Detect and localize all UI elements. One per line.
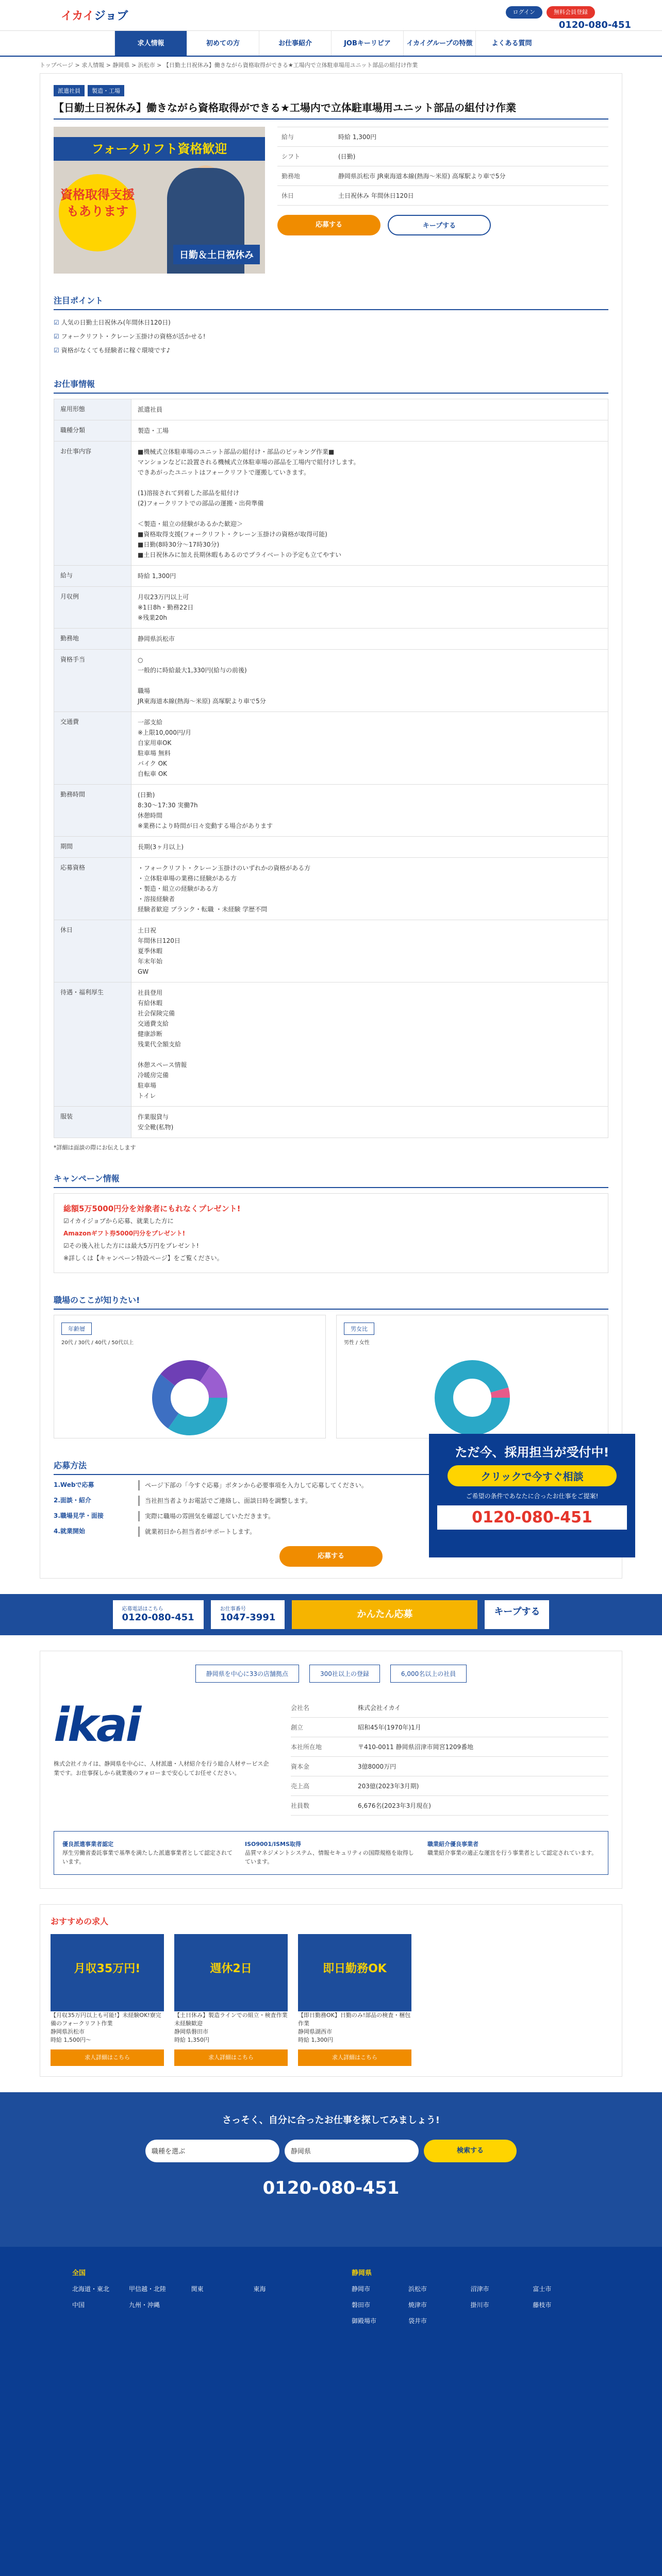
info-value: 静岡県浜松市: [131, 629, 608, 650]
company-table: [291, 1698, 608, 1816]
campaign-text: ☑その後入社した方には最大5万円をプレゼント!: [63, 1242, 199, 1249]
banner-headline: ただ今、採用担当が受付中!: [455, 1445, 609, 1460]
info-row: [54, 650, 608, 712]
apply-bottom-button[interactable]: 応募する: [279, 1546, 383, 1567]
info-key: 資格手当: [54, 650, 131, 712]
workplace-section: [54, 1294, 608, 1438]
search-heading: さっそく、自分に合ったお仕事を探してみましょう!: [222, 2115, 440, 2126]
company-key: 売上高: [291, 1783, 310, 1790]
company-desc: 株式会社イカイは、静岡県を中心に、人材派遣・人材紹介を行う総合人材サービス企業です。お仕事探しから就業後のフォローまで安心してお任せください。: [54, 1760, 269, 1776]
job-detail: [40, 73, 622, 1579]
flow-step-name: 2.面談・紹介: [54, 1497, 91, 1504]
recommend-section: [40, 1904, 622, 2077]
nav-first-time[interactable]: 初めての方: [187, 31, 259, 56]
job-card-title[interactable]: 【即日勤務OK】日勤のみ!部品の検査・梱包作業: [298, 2012, 411, 2027]
flow-heading: 応募方法: [54, 1459, 608, 1475]
info-table: [54, 399, 608, 1138]
cert-item: 優良派遣事業者認定 厚生労働省委託事業で基準を満たした派遣事業者として認定されています。: [62, 1841, 233, 1865]
nav-faq[interactable]: よくある質問: [475, 31, 548, 56]
info-heading: お仕事情報: [54, 378, 608, 394]
info-row: [54, 858, 608, 920]
campaign-text: ☑イカイジョブから応募、就業した方に: [63, 1217, 174, 1225]
flow-step-desc: 実際に職場の雰囲気を確認していただきます。: [138, 1511, 608, 1521]
campaign-link[interactable]: ※詳しくは【キャンペーン特設ページ】をご覧ください。: [63, 1255, 223, 1262]
job-card-location: 静岡県浜松市: [51, 2028, 85, 2035]
age-donut: [148, 1357, 231, 1439]
summary-value: (日勤): [338, 153, 356, 160]
summary-value: 時給 1,300円: [338, 133, 377, 141]
footer-heading: 静岡県: [352, 2269, 372, 2277]
company-value: 株式会社イカイ: [358, 1704, 401, 1711]
job-type-select[interactable]: 職種を選ぶ: [145, 2140, 279, 2162]
info-value: 製造・工場: [131, 420, 608, 442]
apply-button[interactable]: 応募する: [277, 215, 380, 235]
info-value: ○ 一般的に時給最大1,330円(給与の前後) 職場 JR東海道本線(熱海〜米原) 高塚駅より車で5分: [131, 650, 608, 712]
summary-key: シフト: [282, 153, 301, 160]
category-tag: 製造・工場: [88, 85, 124, 96]
footer-city-link[interactable]: 沼津市: [470, 2285, 489, 2293]
info-key: 応募資格: [54, 858, 131, 920]
cert-item: 職業紹介優良事業者 職業紹介事業の適正な運営を行う事業者として認定されています。: [427, 1841, 598, 1856]
company-row: [291, 1698, 608, 1718]
footer-area-link[interactable]: 九州・沖縄: [129, 2301, 160, 2309]
login-button[interactable]: ログイン: [506, 6, 542, 19]
header-phone[interactable]: 0120-080-451: [558, 20, 631, 30]
job-card[interactable]: [51, 1934, 164, 2066]
job-card-pay: 時給 1,500円〜: [51, 2037, 91, 2043]
hero-foot-text: 日勤＆土日祝休み: [173, 245, 260, 264]
info-key: 休日: [54, 920, 131, 982]
job-card-location: 静岡県湖西市: [298, 2028, 332, 2035]
nav-features[interactable]: イカイグループの特徴: [403, 31, 475, 56]
info-section: [54, 378, 608, 1151]
campaign-heading: キャンペーン情報: [54, 1172, 608, 1188]
register-button[interactable]: 無料会員登録: [547, 6, 595, 19]
gender-chart-caption: 男女比: [344, 1323, 374, 1335]
banner-cta[interactable]: クリックで今すぐ相談: [448, 1465, 617, 1486]
info-key: 交通費: [54, 712, 131, 785]
footer-area-link[interactable]: 北海道・東北: [72, 2285, 110, 2293]
info-key: 勤務時間: [54, 785, 131, 837]
workplace-heading: 職場のここが知りたい!: [54, 1294, 608, 1310]
info-value: 社員登用 有給休暇 社会保険完備 交通費支給 健康診断 残業代全額支給 休憩スペース情報 冷暖房完備 駐車場 トイレ: [131, 982, 608, 1107]
company-key: 会社名: [291, 1704, 310, 1711]
company-badge: 300社以上の登録: [309, 1665, 380, 1683]
footer-city-link[interactable]: 焼津市: [408, 2301, 427, 2309]
footer-city-link[interactable]: 掛川市: [470, 2301, 489, 2309]
info-row: [54, 399, 608, 420]
job-hero-image: [54, 127, 265, 274]
site-logo[interactable]: イカイジョブ: [61, 10, 128, 23]
flow-step-desc: 当社担当者よりお電話でご連絡し、面談日時を調整します。: [138, 1496, 608, 1506]
age-chart: [54, 1315, 326, 1438]
sticky-apply-button[interactable]: かんたん応募: [292, 1600, 477, 1629]
summary-key: 給与: [282, 133, 294, 141]
info-value: ■機械式立体駐車場のユニット部品の組付け・部品のピッキング作業■ マンションなどに設置される機械式立体駐車場の部品を工場内で組付けします。 できあがったユニットはフォークリフトで運搬していきます。 (1)溶接されて到着した部品を組付け (2)フォークリフトでの部品の運搬・出荷準備 ＜製造・組立の経験があるかた歓迎＞ ■資格取得支援(フォークリフト・クレーン玉掛けの資格が取得可能) ■日勤(8時30分〜17時30分) ■土日祝休みに加え長期休暇もあるのでプライベートの予定も立てやすい: [131, 442, 608, 566]
info-value: 派遣社員: [131, 399, 608, 420]
info-key: 期間: [54, 837, 131, 858]
info-row: [54, 442, 608, 566]
company-badge: 6,000名以上の社員: [390, 1665, 467, 1683]
info-value: 土日祝 年間休日120日 夏季休暇 年末年始 GW: [131, 920, 608, 982]
sticky-phone[interactable]: 応募電話はこちら 0120-080-451: [113, 1600, 204, 1629]
info-value: ・フォークリフト・クレーン玉掛けのいずれかの資格がある方 ・立体駐車場の業務に経験がある方 ・製造・組立の経験がある方 ・溶接経験者 経験者歓迎 ブランク・転職 ・未経験 学歴不問: [131, 858, 608, 920]
info-row: [54, 920, 608, 982]
info-key: 雇用形態: [54, 399, 131, 420]
campaign-title: 総額5万5000円分を対象者にもれなくプレゼント!: [63, 1204, 241, 1213]
info-row: [54, 712, 608, 785]
hero-band-text: フォークリフト資格歓迎: [54, 137, 265, 161]
company-row: [291, 1776, 608, 1796]
age-chart-legend: 20代 / 30代 / 40代 / 50代以上: [61, 1340, 134, 1346]
job-card-image: 月収35万円!: [51, 1934, 164, 2011]
site-footer: [0, 2247, 662, 2576]
banner-sub: ご希望の条件であなたに合ったお仕事をご提案!: [466, 1493, 599, 1500]
nav-work-intro[interactable]: お仕事紹介: [259, 31, 331, 56]
hero-burst-text: 資格取得支援もあります: [59, 174, 136, 251]
job-card[interactable]: [174, 1934, 288, 2066]
info-row: [54, 785, 608, 837]
keep-button[interactable]: キープする: [388, 215, 491, 235]
job-card-button[interactable]: 求人詳細はこちら: [174, 2049, 288, 2066]
company-row: [291, 1757, 608, 1776]
company-key: 社員数: [291, 1802, 310, 1809]
info-note: *詳細は面談の際にお伝えします: [54, 1144, 136, 1151]
company-row: [291, 1737, 608, 1757]
point-item: ☑ 人気の日勤土日祝休み(年間休日120日): [54, 315, 608, 329]
company-key: 本社所在地: [291, 1743, 322, 1751]
company-value: 203億(2023年3月期): [358, 1783, 419, 1790]
job-summary: [277, 127, 608, 274]
search-section: [0, 2092, 662, 2247]
info-key: 服装: [54, 1107, 131, 1138]
footer-area-link[interactable]: 甲信越・北陸: [129, 2285, 167, 2293]
company-badge: 静岡県を中心に33の店舗拠点: [195, 1665, 299, 1683]
footer-area-link[interactable]: 中国: [72, 2301, 85, 2309]
info-value: 作業服貸与 安全靴(私物): [131, 1107, 608, 1138]
global-nav: [0, 31, 662, 57]
sticky-job-code: お仕事番号 1047-3991: [211, 1600, 285, 1629]
flow-step-name: 4.就業開始: [54, 1528, 85, 1535]
job-card-title[interactable]: 【月収35万円以上も可能!】未経験OK!寮完備のフォークリフト作業: [51, 2012, 161, 2027]
company-row: [291, 1718, 608, 1737]
info-row: [54, 420, 608, 442]
sticky-keep-button[interactable]: キープする: [485, 1600, 549, 1629]
summary-value: 土日祝休み 年間休日120日: [338, 192, 414, 199]
info-row: [54, 566, 608, 587]
job-card-pay: 時給 1,350円: [174, 2037, 209, 2043]
banner-phone[interactable]: 0120-080-451: [437, 1505, 627, 1530]
company-value: 3億8000万円: [358, 1763, 396, 1770]
info-key: お仕事内容: [54, 442, 131, 566]
prefecture-select[interactable]: 静岡県: [285, 2140, 419, 2162]
footer-city-link[interactable]: 御殿場市: [352, 2317, 377, 2325]
footer-city-link[interactable]: 袋井市: [408, 2317, 427, 2325]
campaign-gift: Amazonギフト券5000円分をプレゼント!: [63, 1230, 186, 1237]
point-item: ☑ フォークリフト・クレーン玉掛けの資格が活かせる!: [54, 329, 608, 343]
point-item: ☑ 資格がなくても経験者に稼ぐ環境です♪: [54, 343, 608, 357]
footer-city-link[interactable]: 静岡市: [352, 2285, 371, 2293]
info-row: [54, 629, 608, 650]
footer-city-link[interactable]: 藤枝市: [533, 2301, 552, 2309]
footer-area-link[interactable]: 東海: [253, 2285, 266, 2293]
job-card-title[interactable]: 【土日休み】製造ラインでの組立・検査作業 未経験歓迎: [174, 2012, 288, 2027]
recommend-heading: おすすめの求人: [51, 1917, 109, 1926]
info-key: 待遇・福利厚生: [54, 982, 131, 1107]
flow-step-desc: ページ下部の「今すぐ応募」ボタンから必要事項を入力して応募してください。: [138, 1480, 608, 1490]
info-value: 月収23万円以上可 ※1日8h・勤務22日 ※残業20h: [131, 587, 608, 629]
nav-jobs[interactable]: 求人情報: [114, 31, 187, 56]
company-value: 6,676名(2023年3月現在): [358, 1802, 431, 1809]
search-button[interactable]: 検索する: [424, 2140, 517, 2162]
info-row: [54, 982, 608, 1107]
job-card-button[interactable]: 求人詳細はこちら: [298, 2049, 411, 2066]
age-chart-caption: 年齢層: [61, 1323, 92, 1335]
job-card-location: 静岡県磐田市: [174, 2028, 208, 2035]
info-value: 長期(3ヶ月以上): [131, 837, 608, 858]
info-row: [54, 837, 608, 858]
job-card-image: 即日勤務OK: [298, 1934, 411, 2011]
info-key: 給与: [54, 566, 131, 587]
info-value: 一部支給 ※上限10,000円/月 自家用車OK 駐車場 無料 バイク OK 自転車 OK: [131, 712, 608, 785]
info-row: [54, 1107, 608, 1138]
points-section: [54, 294, 608, 357]
points-heading: 注目ポイント: [54, 294, 608, 310]
employment-tag: 派遣社員: [54, 85, 85, 96]
nav-jobkey[interactable]: JOBキーリピア: [331, 31, 403, 56]
job-title: 【日勤土日祝休み】働きながら資格取得ができる★工場内で立体駐車場用ユニット部品の組付け作業: [54, 99, 608, 120]
certs-box: [54, 1831, 608, 1875]
info-row: [54, 587, 608, 629]
search-phone[interactable]: 0120-080-451: [262, 2178, 400, 2198]
company-logo: ikai: [54, 1698, 140, 1752]
cert-item: ISO9001/ISMS取得 品質マネジメントシステム、情報セキュリティの国際規格を取得しています。: [245, 1841, 414, 1865]
info-value: (日勤) 8:30〜17:30 実働7h 休憩時間 ※業務により時間が日々変動する場合があります: [131, 785, 608, 837]
flow-step-name: 3.職場見学・面接: [54, 1512, 104, 1519]
gender-donut: [431, 1357, 514, 1439]
summary-key: 勤務地: [282, 173, 301, 180]
summary-key: 休日: [282, 192, 294, 199]
job-card[interactable]: [298, 1934, 411, 2066]
footer-city-link[interactable]: 富士市: [533, 2285, 552, 2293]
job-card-image: 週休2日: [174, 1934, 288, 2011]
footer-city-link[interactable]: 浜松市: [408, 2285, 427, 2293]
company-value: 昭和45年(1970年)1月: [358, 1724, 421, 1731]
company-value: 〒410-0011 静岡県沼津市岡宮1209番地: [358, 1743, 474, 1751]
info-key: 勤務地: [54, 629, 131, 650]
company-key: 創立: [291, 1724, 304, 1731]
sticky-apply-bar: [0, 1594, 662, 1635]
company-key: 資本金: [291, 1763, 310, 1770]
site-header: [0, 0, 662, 31]
job-card-pay: 時給 1,300円: [298, 2037, 333, 2043]
flow-step-name: 1.Webで応募: [54, 1481, 94, 1488]
info-key: 月収例: [54, 587, 131, 629]
footer-heading: 全国: [72, 2269, 86, 2277]
flow-step-desc: 就業初日から担当者がサポートします。: [138, 1527, 608, 1537]
footer-city-link[interactable]: 磐田市: [352, 2301, 371, 2309]
job-card-button[interactable]: 求人詳細はこちら: [51, 2049, 164, 2066]
footer-area-link[interactable]: 関東: [191, 2285, 204, 2293]
consult-banner[interactable]: [429, 1434, 635, 1557]
info-value: 時給 1,300円: [131, 566, 608, 587]
campaign-section: [54, 1172, 608, 1273]
gender-chart: [336, 1315, 608, 1438]
company-row: [291, 1796, 608, 1816]
gender-chart-legend: 男性 / 女性: [344, 1340, 370, 1346]
breadcrumb[interactable]: トップページ > 求人情報 > 静岡県 > 浜松市 > 【日勤土日祝休み】働きながら資格取得ができる★工場内で立体駐車場用ユニット部品の組付け作業: [40, 62, 418, 69]
info-key: 職種分類: [54, 420, 131, 442]
summary-value: 静岡県浜松市 JR東海道本線(熱海〜米原) 高塚駅より車で5分: [338, 173, 506, 180]
company-section: [40, 1651, 622, 1889]
